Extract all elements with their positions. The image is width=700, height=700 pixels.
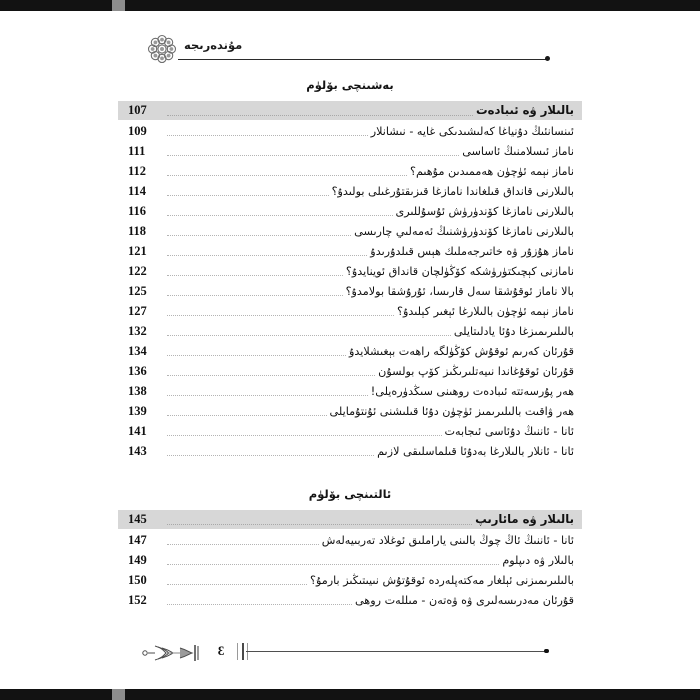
toc-entry-title: ناماز نېمە ئۈچۈن بالىلارغا ئېغىر كېلىدۇ؟ xyxy=(397,304,574,318)
toc-entry-row[interactable] xyxy=(118,241,582,261)
toc-leader-dots xyxy=(167,334,451,336)
toc-leader-dots xyxy=(167,234,351,236)
toc-entry-title: ئانا - ئاننىڭ ئاڭ چوڭ بالىنى ياراملىق ئوغلاد تەربىيەلەش xyxy=(321,533,574,547)
toc-leader-dots xyxy=(167,354,346,356)
toc-page-number: 107 xyxy=(128,103,147,117)
toc-leader-dots xyxy=(167,314,394,316)
toc-entry-title: بالىلارنى نامازغا كۆندۈرۈش ئۇسۇللىرى xyxy=(395,204,574,218)
toc-page-number: 152 xyxy=(128,592,147,607)
footer-bar-center xyxy=(242,643,244,660)
toc-entry-title: بالىلار ۋە ئىبادەت xyxy=(475,103,574,117)
toc-entry-title: قۇرئان كەرىم ئوقۇش كۆڭۈلگە راھەت بېغىشلايدۇ xyxy=(348,344,574,358)
toc-entry-title: بالىلىرىمىزنى ئېلغار مەكتەپلەردە ئوقۇتۇش نىيىتىڭىز بارمۇ؟ xyxy=(310,573,574,587)
toc-part-heading-row[interactable] xyxy=(118,101,582,120)
toc-entry-title: بالىلار ۋە دىپلوم xyxy=(502,553,574,567)
toc-leader-dots xyxy=(167,434,442,436)
toc-page-number: 121 xyxy=(128,243,147,258)
toc-entry-title: بالىلىرىمىزغا دۇئا يادلىتايلى xyxy=(453,324,574,338)
toc-leader-dots xyxy=(167,274,343,276)
toc-page-number: 136 xyxy=(128,363,147,378)
toc-page-number: 122 xyxy=(128,263,147,278)
toc-entry-row[interactable] xyxy=(118,181,582,201)
toc-entry-row[interactable] xyxy=(118,221,582,241)
toc-leader-dots xyxy=(167,543,319,545)
toc-leader-dots xyxy=(167,454,374,456)
toc-entry-row[interactable] xyxy=(118,281,582,301)
toc-page-number: 132 xyxy=(128,323,147,338)
scan-edge-strip-top xyxy=(0,11,700,18)
toc-entry-row[interactable] xyxy=(118,341,582,361)
toc-entry-row[interactable] xyxy=(118,401,582,421)
rosette-ornament-icon xyxy=(146,33,178,65)
toc-page-number: 138 xyxy=(128,383,147,398)
header-rule xyxy=(178,59,546,60)
toc-leader-dots xyxy=(167,134,368,136)
toc-page-number: 149 xyxy=(128,552,147,567)
toc-entry-title: بالا ناماز ئوقۇشقا سەل قارىسا، ئۇرۇشقا بولامدۇ؟ xyxy=(345,284,574,298)
toc-entry-title: بالىلارنى نامازغا كۆندۈرۈشنىڭ ئەمەلىي چارىسى xyxy=(354,224,574,238)
footer-bar-left xyxy=(237,643,238,660)
toc-leader-dots xyxy=(167,174,407,176)
running-header xyxy=(118,28,582,74)
footer-page-number: 3 xyxy=(217,643,225,658)
toc-page-number: 127 xyxy=(128,303,147,318)
footer-rule-endpoint xyxy=(544,649,549,654)
toc-page-number: 112 xyxy=(128,163,147,178)
scan-edge-tab-top xyxy=(112,0,125,11)
toc-entry-title: ناماز ئىسلامنىڭ ئاساسى xyxy=(462,144,574,158)
toc-entry-title: بالىلار ۋە مائارىپ xyxy=(475,512,574,526)
toc-leader-dots xyxy=(167,214,393,216)
toc-entry-row[interactable] xyxy=(118,201,582,221)
toc-entry-row[interactable] xyxy=(118,421,582,441)
toc-entry-title: ئىنسانئىڭ دۇنياغا كەلىشىدىكى غايە - نىشانلار xyxy=(370,124,574,138)
toc-page-number: 145 xyxy=(128,512,147,526)
toc-entry-row[interactable] xyxy=(118,530,582,550)
toc-entry-row[interactable] xyxy=(118,161,582,181)
footer-rule xyxy=(246,651,546,652)
scan-edge-bar-bottom xyxy=(0,689,700,700)
toc-leader-dots xyxy=(167,114,473,116)
toc-page-number: 143 xyxy=(128,443,147,458)
toc-leader-dots xyxy=(167,603,352,605)
toc-leader-dots xyxy=(167,194,329,196)
toc-leader-dots xyxy=(167,254,367,256)
page-sheet xyxy=(118,18,582,682)
toc-entry-row[interactable] xyxy=(118,261,582,281)
toc-leader-dots xyxy=(167,583,307,585)
toc-entry-row[interactable] xyxy=(118,141,582,161)
toc-entry-row[interactable] xyxy=(118,381,582,401)
toc-leader-dots xyxy=(167,563,499,565)
toc-page-number: 111 xyxy=(128,143,146,158)
toc-entry-row[interactable] xyxy=(118,550,582,570)
toc-entry-title: نامازنى كېچىكتۈرۈشكە كۆڭۈلچان قانداق ئوينايدۇ؟ xyxy=(345,264,574,278)
toc-page-number: 139 xyxy=(128,403,147,418)
toc-entry-row[interactable] xyxy=(118,301,582,321)
toc-page-number: 114 xyxy=(128,183,147,198)
toc-leader-dots xyxy=(167,414,327,416)
toc-page-number: 134 xyxy=(128,343,147,358)
toc-page-number: 109 xyxy=(128,123,147,138)
toc-page-number: 147 xyxy=(128,532,147,547)
scan-edge-bar-top xyxy=(0,0,700,11)
toc-entry-row[interactable] xyxy=(118,121,582,141)
toc-entry-title: ئانا - ئانلار بالىلارغا بەدۇئا قىلماسلىقى لازىم xyxy=(377,444,574,458)
section-heading: بەشىنچى بۆلۈم xyxy=(306,78,394,92)
arrow-ornament-icon xyxy=(140,642,206,664)
toc-entry-title: قۇرئان مەدرىسەلىرى ۋە ۋەتەن - مىللەت روھى xyxy=(354,593,574,607)
header-rule-endpoint xyxy=(545,56,550,61)
toc-entry-title: ناماز نېمە ئۈچۈن ھەممىدىن مۇھىم؟ xyxy=(410,164,574,178)
section-spacer xyxy=(118,461,582,483)
toc-entry-row[interactable] xyxy=(118,361,582,381)
toc-leader-dots xyxy=(167,154,459,156)
toc-entry-title: قۇرئان ئوقۇغاندا نىيەتلىرىڭىز كۆپ بولسۇن xyxy=(378,364,574,378)
toc-part-heading-row[interactable] xyxy=(118,510,582,529)
page-footer xyxy=(118,640,582,670)
toc-page-number: 150 xyxy=(128,572,147,587)
toc-leader-dots xyxy=(167,374,375,376)
toc-page-number: 141 xyxy=(128,423,147,438)
toc-entry-row[interactable] xyxy=(118,590,582,610)
section-heading: ئالتىنچى بۆلۈم xyxy=(308,487,392,501)
toc-entry-row[interactable] xyxy=(118,321,582,341)
toc-entry-title: ئانا - ئاننىڭ دۇئاسى ئىجابەت xyxy=(444,424,574,438)
toc-entry-title: بالىلارنى قانداق قىلغاندا نامازغا قىزىقتۇرغىلى بولىدۇ؟ xyxy=(331,184,574,198)
toc-page-number: 116 xyxy=(128,203,147,218)
toc-leader-dots xyxy=(167,394,368,396)
table-of-contents xyxy=(118,74,582,610)
toc-entry-title: ھەر ۋاقىت بالىلىرىمىز ئۈچۈن دۇئا قىلىشنى ئۇنتۇمايلى xyxy=(329,404,574,418)
scan-edge-strip-bottom xyxy=(0,682,700,689)
toc-entry-title: ناماز ھۇزۇر ۋە خاتىرجەملىك ھېس قىلدۇرىدۇ xyxy=(370,244,574,258)
scan-edge-tab-bottom xyxy=(112,689,125,700)
toc-leader-dots xyxy=(167,294,343,296)
page-title: مۇندەرىجە xyxy=(184,38,243,52)
toc-entry-row[interactable] xyxy=(118,441,582,461)
toc-entry-row[interactable] xyxy=(118,570,582,590)
toc-page-number: 118 xyxy=(128,223,147,238)
toc-entry-title: ھەر پۇرسەتتە ئىبادەت روھىنى سىڭدۈرەيلى! xyxy=(370,384,574,398)
toc-page-number: 125 xyxy=(128,283,147,298)
toc-leader-dots xyxy=(167,523,472,525)
